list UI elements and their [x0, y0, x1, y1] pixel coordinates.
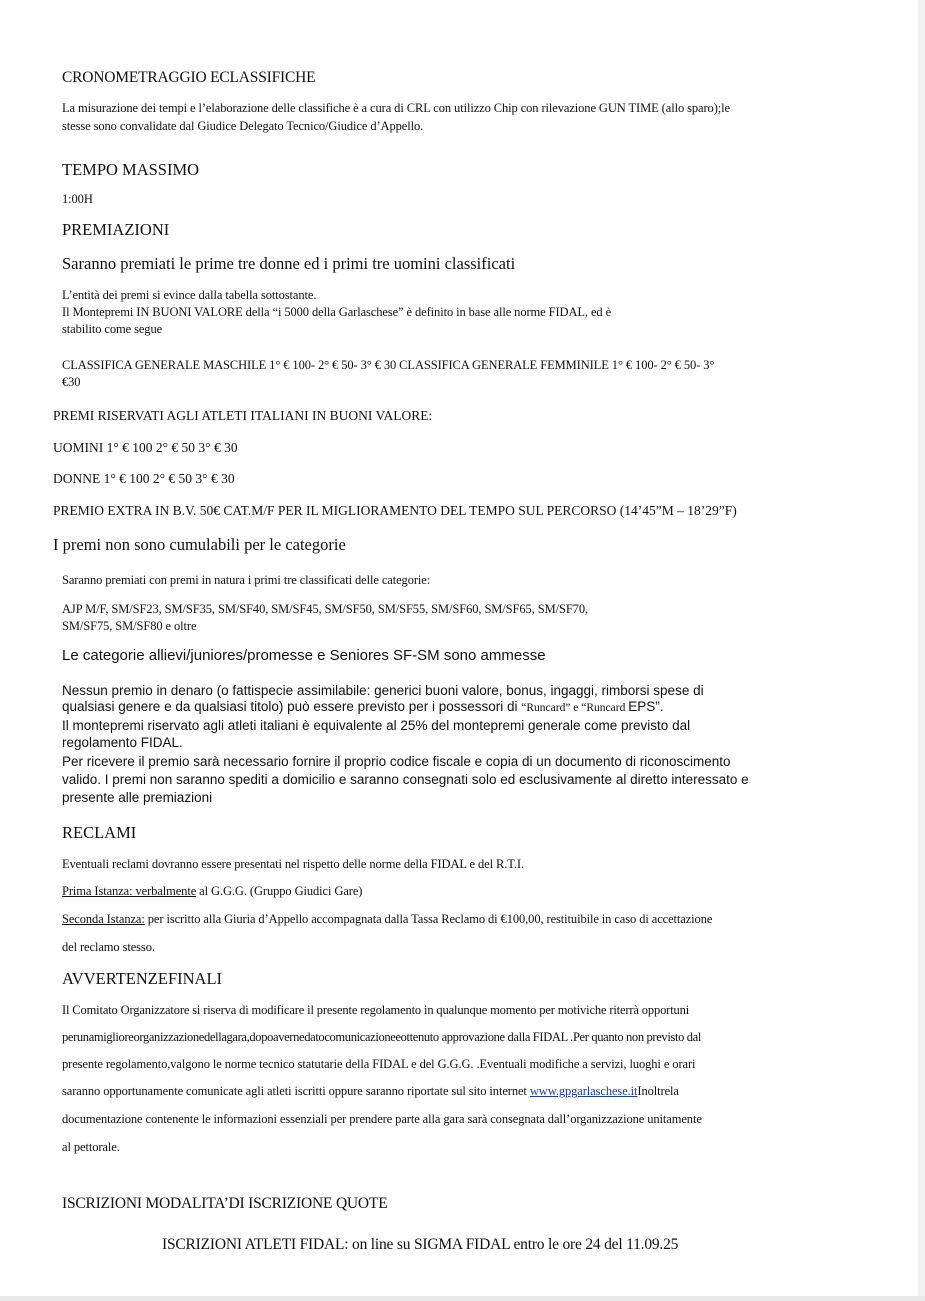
premiazioni-text-line: stabilito come segue — [62, 322, 163, 336]
seconda-istanza-label: Seconda Istanza: — [62, 912, 145, 926]
avvertenze-line: perunamiglioreorganizzazionedellagara,dopoavernedatocomunicazioneeottenuto approvazione dalla FIDAL .Per quanto non previsto dal — [62, 1030, 701, 1044]
website-link[interactable]: www.gpgarlaschese.it — [529, 1084, 638, 1098]
nessun-premio-line: presente alle premiazioni — [62, 790, 213, 805]
premiazioni-intro: Saranno premiati le prime tre donne ed i primi tre uomini classificati — [62, 254, 516, 273]
avvertenze-heading: AVVERTENZEFINALI — [62, 969, 223, 988]
seconda-istanza-line — [62, 912, 712, 927]
nessun-premio-line: Nessun premio in denaro (o fattispecie assimilabile: generici buoni valore, bonus, ingaggi, rimborsi spese di — [62, 683, 704, 698]
page-edge-bottom — [0, 1296, 925, 1301]
avvertenze-line — [62, 1084, 679, 1099]
avvertenze-line: Il Comitato Organizzatore si riserva di modificare il presente regolamento in qualunque momento per motiviche riterrà opportuni — [62, 1003, 690, 1017]
iscrizioni-fidal: ISCRIZIONI ATLETI FIDAL: on line su SIGMA FIDAL entro le ore 24 del 11.09.25 — [162, 1236, 679, 1253]
avvertenze-text: saranno opportunamente comunicate agli atleti iscritti oppure saranno riportate sul sito internet — [62, 1084, 530, 1098]
seconda-istanza-text: per iscritto alla Giuria d’Appello accompagnata dalla Tassa Reclamo di €100,00, restituibile in caso di accettazione — [144, 912, 713, 926]
prima-istanza-label: Prima Istanza: verbalmente — [62, 884, 197, 898]
categorie-list-line: SM/SF75, SM/SF80 e oltre — [62, 619, 197, 633]
avvertenze-line: documentazione contenente le informazioni essenziali per prendere parte alla gara sarà consegnata dall’organizzazione unitamente — [62, 1112, 702, 1126]
prima-istanza-text: al G.G.G. (Gruppo Giudici Gare) — [196, 884, 363, 898]
reclami-text-line: Eventuali reclami dovranno essere presentati nel rispetto delle norme della FIDAL e del R.T.I. — [62, 857, 524, 871]
cronometraggio-text-line: stesse sono convalidate dal Giudice Delegato Tecnico/Giudice d’Appello. — [62, 119, 424, 133]
avvertenze-line: al pettorale. — [62, 1140, 120, 1154]
nessun-premio-line: valido. I premi non saranno spediti a domicilio e saranno consegnati solo ed esclusivamente al diretto interessato e — [62, 772, 749, 787]
reclami-heading: RECLAMI — [62, 823, 137, 842]
eps-text: EPS”. — [628, 699, 664, 714]
classifica-generale-line: CLASSIFICA GENERALE MASCHILE 1° € 100- 2° € 50- 3° € 30 CLASSIFICA GENERALE FEMMINILE 1° € 100- 2° € 50- 3° — [62, 358, 715, 372]
categorie-intro: Saranno premiati con premi in natura i primi tre classificati delle categorie: — [62, 573, 431, 587]
tempo-massimo-heading: TEMPO MASSIMO — [62, 160, 200, 179]
avvertenze-line: presente regolamento,valgono le norme tecnico statutarie della FIDAL e del G.G.G. .Eventuali modifiche a servizi, luoghi e orari — [62, 1057, 696, 1071]
nessun-premio-line: Per ricevere il premio sarà necessario fornire il proprio codice fiscale e copia di un documento di riconoscimento — [62, 754, 731, 769]
nessun-premio-line: Il montepremi riservato agli atleti italiani è equivalente al 25% del montepremi generale come previsto dal — [62, 718, 691, 733]
classifica-generale-line: €30 — [62, 375, 81, 389]
seconda-istanza-line2: del reclamo stesso. — [62, 940, 155, 954]
cronometraggio-text-line: La misurazione dei tempi e l’elaborazione delle classifiche è a cura di CRL con utilizzo Chip con rilevazione GUN TIME (allo sparo);le — [62, 101, 730, 115]
premio-extra: PREMIO EXTRA IN B.V. 50€ CAT.M/F PER IL MIGLIORAMENTO DEL TEMPO SUL PERCORSO (14’45”M – 18’29”F) — [53, 503, 737, 518]
categorie-list-line: AJP M/F, SM/SF23, SM/SF35, SM/SF40, SM/SF45, SM/SF50, SM/SF55, SM/SF60, SM/SF65, SM/SF70, — [62, 602, 589, 616]
premiazioni-text-line: L’entità dei premi si evince dalla tabella sottostante. — [62, 288, 317, 302]
nessun-premio-line — [62, 699, 664, 714]
premiazioni-text-line: Il Montepremi IN BUONI VALORE della “i 5000 della Garlaschese” è definito in base alle norme FIDAL, ed è — [62, 305, 612, 319]
premi-italiani-heading: PREMI RISERVATI AGLI ATLETI ITALIANI IN BUONI VALORE: — [53, 408, 433, 423]
nessun-premio-line: regolamento FIDAL. — [62, 735, 183, 750]
premi-non-cumulabili: I premi non sono cumulabili per le categorie — [53, 535, 346, 554]
prima-istanza-line — [62, 884, 362, 899]
premi-uomini: UOMINI 1° € 100 2° € 50 3° € 30 — [53, 440, 238, 455]
avvertenze-text: Inoltrela — [637, 1084, 679, 1098]
nessun-premio-text: qualsiasi genere e da qualsiasi titolo) può essere previsto per i possessori di — [62, 699, 522, 714]
cronometraggio-heading: CRONOMETRAGGIO ECLASSIFICHE — [62, 69, 316, 86]
runcard-text: “Runcard” e “Runcard — [521, 702, 629, 714]
categorie-ammesse: Le categorie allievi/juniores/promesse e Seniores SF-SM sono ammesse — [62, 647, 546, 664]
premiazioni-heading: PREMIAZIONI — [62, 220, 170, 239]
iscrizioni-heading: ISCRIZIONI MODALITA’DI ISCRIZIONE QUOTE — [62, 1195, 388, 1212]
page-edge-right — [918, 0, 925, 1301]
tempo-massimo-value: 1:00H — [62, 192, 93, 206]
premi-donne: DONNE 1° € 100 2° € 50 3° € 30 — [53, 471, 235, 486]
